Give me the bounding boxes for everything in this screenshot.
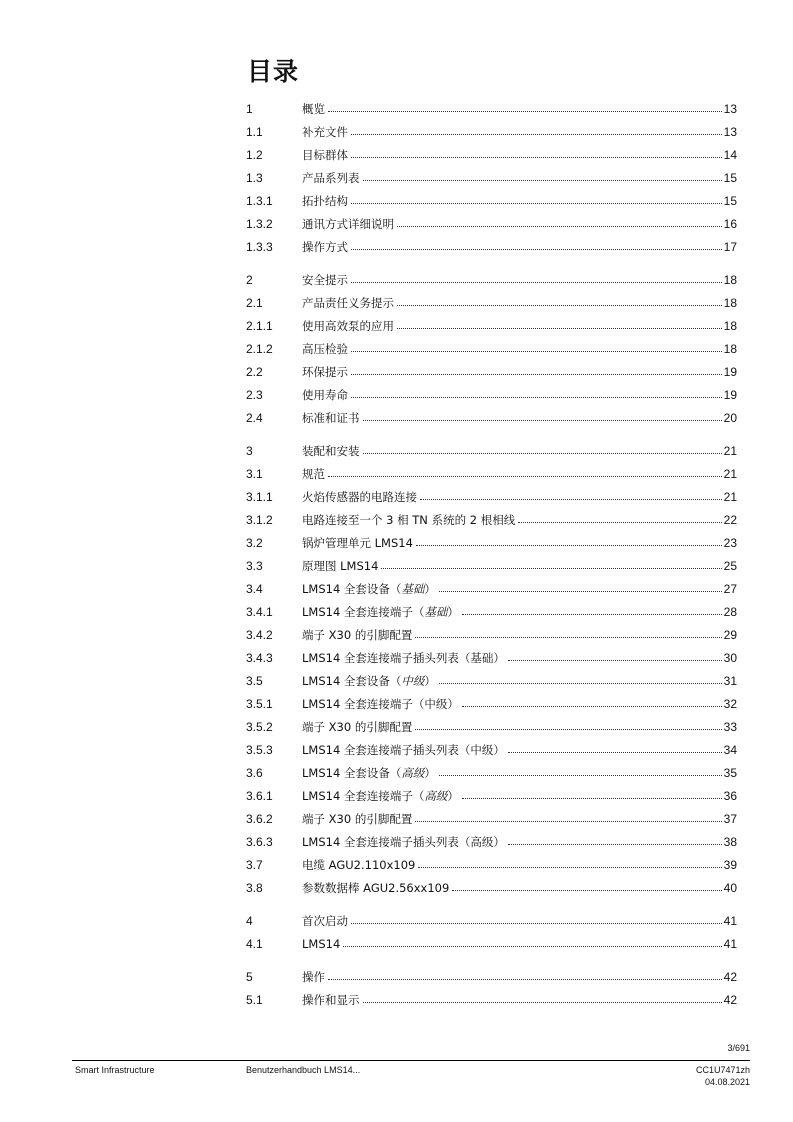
toc-entry-title bbox=[302, 811, 412, 827]
toc-entry-page: 21 bbox=[723, 466, 737, 481]
toc-entry[interactable] bbox=[246, 120, 737, 143]
dot-leader bbox=[397, 328, 722, 329]
toc-entry-title bbox=[302, 443, 360, 459]
toc-entry-page: 30 bbox=[723, 650, 737, 665]
dot-leader bbox=[439, 591, 722, 592]
toc-entry[interactable] bbox=[246, 738, 737, 761]
toc-entry-title-text: LMS14 全套连接端子（ bbox=[302, 788, 425, 803]
toc-entry[interactable] bbox=[246, 383, 737, 406]
toc-entry-number: 3.6.3 bbox=[246, 834, 273, 849]
dot-leader bbox=[508, 844, 722, 845]
toc-entry-page: 23 bbox=[723, 535, 737, 550]
toc-entry-title-text: LMS14 全套连接端子插头列表（基础） bbox=[302, 650, 505, 665]
dot-leader bbox=[363, 420, 722, 421]
toc-entry-title-text: 使用寿命 bbox=[302, 387, 348, 402]
toc-entry-title bbox=[302, 147, 348, 163]
toc-entry[interactable] bbox=[246, 853, 737, 876]
table-of-contents bbox=[246, 97, 737, 1021]
footer-divider bbox=[72, 1060, 750, 1061]
toc-entry-title bbox=[302, 272, 348, 288]
toc-entry-number: 3.4.2 bbox=[246, 627, 273, 642]
toc-entry[interactable] bbox=[246, 692, 737, 715]
dot-leader bbox=[439, 683, 722, 684]
toc-entry-title bbox=[302, 216, 394, 232]
toc-entry-number: 3.1 bbox=[246, 466, 263, 481]
toc-entry-title-text: 参数数据棒 AGU2.56xx109 bbox=[302, 880, 450, 895]
toc-entry-title bbox=[302, 788, 459, 804]
toc-entry-title-text: 火焰传感器的电路连接 bbox=[302, 489, 417, 504]
toc-entry-page: 42 bbox=[723, 992, 737, 1007]
toc-entry[interactable] bbox=[246, 462, 737, 485]
toc-entry-page: 21 bbox=[723, 443, 737, 458]
dot-leader bbox=[351, 134, 722, 135]
toc-entry-title bbox=[302, 604, 459, 620]
toc-entry-title bbox=[302, 673, 436, 689]
toc-entry-title-text: 产品责任义务提示 bbox=[302, 295, 394, 310]
toc-entry-title-text: 概览 bbox=[302, 101, 325, 116]
toc-entry[interactable] bbox=[246, 97, 737, 120]
toc-entry-page: 29 bbox=[723, 627, 737, 642]
toc-entry-page: 19 bbox=[723, 364, 737, 379]
toc-entry[interactable] bbox=[246, 807, 737, 830]
toc-entry-title-text: 目标群体 bbox=[302, 147, 348, 162]
toc-entry-title bbox=[302, 341, 348, 357]
toc-entry-page: 36 bbox=[723, 788, 737, 803]
toc-entry-title bbox=[302, 124, 348, 140]
toc-entry-title-text: 标准和证书 bbox=[302, 410, 360, 425]
toc-entry[interactable] bbox=[246, 646, 737, 669]
dot-leader bbox=[397, 305, 722, 306]
toc-entry-title-text: LMS14 全套连接端子（中级） bbox=[302, 696, 459, 711]
toc-entry-number: 1 bbox=[246, 101, 253, 116]
toc-entry[interactable] bbox=[246, 784, 737, 807]
toc-entry-page: 40 bbox=[723, 880, 737, 895]
toc-entry-number: 3.1.2 bbox=[246, 512, 273, 527]
toc-entry-page: 15 bbox=[723, 170, 737, 185]
toc-entry-page: 27 bbox=[723, 581, 737, 596]
dot-leader bbox=[462, 706, 722, 707]
toc-entry-number: 1.3.2 bbox=[246, 216, 273, 231]
dot-leader bbox=[351, 249, 722, 250]
toc-entry-title-text: 原理图 LMS14 bbox=[302, 558, 379, 573]
toc-entry-title-text: 操作方式 bbox=[302, 239, 348, 254]
toc-entry-number: 3.7 bbox=[246, 857, 263, 872]
toc-entry-number: 1.3.3 bbox=[246, 239, 273, 254]
toc-entry-page: 18 bbox=[723, 272, 737, 287]
toc-entry-title-text: 环保提示 bbox=[302, 364, 348, 379]
toc-entry[interactable] bbox=[246, 143, 737, 166]
toc-entry-title bbox=[302, 937, 340, 951]
toc-entry-title-text: 拓扑结构 bbox=[302, 193, 348, 208]
toc-entry-page: 16 bbox=[723, 216, 737, 231]
toc-entry-number: 4.1 bbox=[246, 936, 263, 951]
toc-entry-page: 19 bbox=[723, 387, 737, 402]
toc-entry-page: 13 bbox=[723, 101, 737, 116]
footer-date: 04.08.2021 bbox=[704, 1077, 750, 1087]
dot-leader bbox=[351, 374, 722, 375]
dot-leader bbox=[418, 867, 721, 868]
toc-entry[interactable] bbox=[246, 876, 737, 899]
toc-entry-title-text: 使用高效泵的应用 bbox=[302, 318, 394, 333]
toc-entry-page: 32 bbox=[723, 696, 737, 711]
toc-entry-number: 3.5.1 bbox=[246, 696, 273, 711]
toc-entry-page: 15 bbox=[723, 193, 737, 208]
toc-entry-page: 37 bbox=[723, 811, 737, 826]
toc-entry[interactable] bbox=[246, 314, 737, 337]
toc-entry-title-text: 规范 bbox=[302, 466, 325, 481]
dot-leader bbox=[415, 729, 721, 730]
toc-entry-page: 33 bbox=[723, 719, 737, 734]
toc-entry-page: 21 bbox=[723, 489, 737, 504]
toc-entry-number: 3.5.3 bbox=[246, 742, 273, 757]
toc-entry-title bbox=[302, 627, 412, 643]
dot-leader bbox=[508, 660, 722, 661]
toc-entry-page: 41 bbox=[723, 913, 737, 928]
toc-entry[interactable] bbox=[246, 212, 737, 235]
toc-entry-page: 25 bbox=[723, 558, 737, 573]
toc-entry-title-text: 电缆 AGU2.110x109 bbox=[302, 857, 416, 872]
toc-entry-number: 5.1 bbox=[246, 992, 263, 1007]
dot-leader bbox=[363, 453, 722, 454]
toc-entry-title bbox=[302, 387, 348, 403]
toc-entry-page: 13 bbox=[723, 124, 737, 139]
toc-entry-page: 18 bbox=[723, 295, 737, 310]
toc-entry[interactable] bbox=[246, 485, 737, 508]
toc-entry[interactable] bbox=[246, 965, 737, 988]
dot-leader bbox=[415, 821, 721, 822]
toc-entry-title-text: LMS14 全套设备（ bbox=[302, 673, 402, 688]
toc-entry-page: 31 bbox=[723, 673, 737, 688]
dot-leader bbox=[508, 752, 722, 753]
toc-entry[interactable] bbox=[246, 669, 737, 692]
dot-leader bbox=[351, 282, 722, 283]
toc-entry-title bbox=[302, 489, 417, 505]
toc-entry-title-emphasis: 中级 bbox=[401, 673, 425, 688]
toc-entry-page: 39 bbox=[723, 857, 737, 872]
toc-entry-page: 34 bbox=[723, 742, 737, 757]
dot-leader bbox=[328, 111, 722, 112]
toc-entry-title bbox=[302, 466, 325, 482]
toc-entry-number: 3.5 bbox=[246, 673, 263, 688]
toc-entry-number: 3.6.1 bbox=[246, 788, 273, 803]
dot-leader bbox=[518, 522, 721, 523]
toc-entry[interactable] bbox=[246, 932, 737, 955]
toc-entry-title-text: 高压检验 bbox=[302, 341, 348, 356]
toc-entry-title bbox=[302, 834, 505, 850]
toc-entry-title-end: ） bbox=[447, 788, 459, 803]
toc-entry-page: 38 bbox=[723, 834, 737, 849]
dot-leader bbox=[351, 397, 722, 398]
dot-leader bbox=[343, 946, 721, 947]
toc-entry-title-text: 通讯方式详细说明 bbox=[302, 216, 394, 231]
toc-entry-title bbox=[302, 969, 325, 985]
toc-chapter-group bbox=[246, 909, 737, 955]
footer-document-title: Benutzerhandbuch LMS14... bbox=[246, 1065, 361, 1075]
toc-entry-title bbox=[302, 696, 459, 712]
dot-leader bbox=[416, 545, 722, 546]
toc-entry[interactable] bbox=[246, 577, 737, 600]
toc-entry-title-text: 电路连接至一个 3 相 TN 系统的 2 根相线 bbox=[302, 512, 516, 527]
toc-entry-number: 4 bbox=[246, 913, 253, 928]
toc-entry-page: 41 bbox=[723, 936, 737, 951]
toc-entry-number: 1.2 bbox=[246, 147, 263, 162]
toc-entry-title bbox=[302, 295, 394, 311]
toc-entry-page: 17 bbox=[723, 239, 737, 254]
toc-entry-title bbox=[302, 558, 378, 574]
toc-entry[interactable] bbox=[246, 508, 737, 531]
toc-entry-title bbox=[302, 880, 449, 896]
toc-entry-page: 22 bbox=[723, 512, 737, 527]
toc-entry-title-text: LMS14 bbox=[302, 936, 341, 951]
dot-leader bbox=[381, 568, 721, 569]
toc-entry-title bbox=[302, 913, 348, 929]
dot-leader bbox=[363, 180, 722, 181]
toc-entry-title bbox=[302, 765, 436, 781]
toc-entry-title-text: 补充文件 bbox=[302, 124, 348, 139]
dot-leader bbox=[351, 923, 722, 924]
toc-entry-title-text: 端子 X30 的引脚配置 bbox=[302, 719, 413, 734]
toc-entry-page: 42 bbox=[723, 969, 737, 984]
toc-entry-title-text: 操作 bbox=[302, 969, 325, 984]
toc-entry[interactable] bbox=[246, 268, 737, 291]
toc-entry-number: 1.3.1 bbox=[246, 193, 273, 208]
toc-entry-number: 2.2 bbox=[246, 364, 263, 379]
toc-entry-title-emphasis: 高级 bbox=[424, 788, 448, 803]
toc-chapter-group bbox=[246, 268, 737, 429]
toc-entry-title bbox=[302, 193, 348, 209]
toc-entry-number: 3.6 bbox=[246, 765, 263, 780]
toc-entry[interactable] bbox=[246, 554, 737, 577]
toc-entry-title-text: 锅炉管理单元 LMS14 bbox=[302, 535, 413, 550]
dot-leader bbox=[351, 203, 722, 204]
toc-entry-title-text: 产品系列表 bbox=[302, 170, 360, 185]
dot-leader bbox=[328, 476, 722, 477]
toc-entry-number: 1.1 bbox=[246, 124, 263, 139]
dot-leader bbox=[328, 979, 722, 980]
dot-leader bbox=[420, 499, 722, 500]
toc-chapter-group bbox=[246, 97, 737, 258]
toc-entry-title-text: LMS14 全套连接端子（ bbox=[302, 604, 425, 619]
dot-leader bbox=[415, 637, 721, 638]
toc-entry-title-text: LMS14 全套连接端子插头列表（中级） bbox=[302, 742, 505, 757]
toc-entry-title-emphasis: 高级 bbox=[401, 765, 425, 780]
toc-entry-title-text: LMS14 全套连接端子插头列表（高级） bbox=[302, 834, 505, 849]
toc-entry-page: 28 bbox=[723, 604, 737, 619]
toc-entry-title-end: ） bbox=[447, 604, 459, 619]
toc-entry-number: 2.3 bbox=[246, 387, 263, 402]
toc-chapter-group bbox=[246, 965, 737, 1011]
dot-leader bbox=[397, 226, 722, 227]
toc-entry-number: 2.1 bbox=[246, 295, 263, 310]
toc-entry-title-end: ） bbox=[424, 765, 436, 780]
toc-entry-title-text: 首次启动 bbox=[302, 913, 348, 928]
toc-entry[interactable] bbox=[246, 761, 737, 784]
toc-entry-title bbox=[302, 364, 348, 380]
toc-entry-title-text: 安全提示 bbox=[302, 272, 348, 287]
toc-entry-title bbox=[302, 742, 505, 758]
toc-entry-page: 18 bbox=[723, 341, 737, 356]
dot-leader bbox=[439, 775, 722, 776]
footer-company: Smart Infrastructure bbox=[75, 1065, 155, 1075]
toc-entry-title bbox=[302, 581, 436, 597]
toc-entry[interactable] bbox=[246, 337, 737, 360]
toc-entry[interactable] bbox=[246, 531, 737, 554]
toc-entry[interactable] bbox=[246, 830, 737, 853]
toc-entry[interactable] bbox=[246, 439, 737, 462]
toc-entry-number: 2.4 bbox=[246, 410, 263, 425]
toc-entry[interactable] bbox=[246, 623, 737, 646]
toc-entry-page: 20 bbox=[723, 410, 737, 425]
dot-leader bbox=[351, 157, 722, 158]
dot-leader bbox=[462, 798, 722, 799]
toc-entry-number: 3.8 bbox=[246, 880, 263, 895]
toc-entry-title bbox=[302, 512, 515, 528]
toc-entry-title bbox=[302, 650, 505, 666]
toc-entry[interactable] bbox=[246, 909, 737, 932]
toc-entry-number: 3.3 bbox=[246, 558, 263, 573]
toc-entry-number: 3.5.2 bbox=[246, 719, 273, 734]
toc-entry-title-text: 端子 X30 的引脚配置 bbox=[302, 627, 413, 642]
toc-entry[interactable] bbox=[246, 360, 737, 383]
toc-entry-title bbox=[302, 239, 348, 255]
toc-entry-number: 1.3 bbox=[246, 170, 263, 185]
toc-entry-title-end: ） bbox=[424, 581, 436, 596]
toc-entry[interactable] bbox=[246, 406, 737, 429]
toc-entry-title bbox=[302, 170, 360, 186]
toc-entry-title-text: 端子 X30 的引脚配置 bbox=[302, 811, 413, 826]
dot-leader bbox=[351, 351, 722, 352]
toc-entry-number: 2.1.2 bbox=[246, 341, 273, 356]
toc-entry-page: 18 bbox=[723, 318, 737, 333]
toc-entry-title-text: LMS14 全套设备（ bbox=[302, 765, 402, 780]
toc-entry-number: 3.1.1 bbox=[246, 489, 273, 504]
toc-entry-title bbox=[302, 318, 394, 334]
toc-chapter-group bbox=[246, 439, 737, 899]
toc-entry-number: 2 bbox=[246, 272, 253, 287]
toc-entry-number: 2.1.1 bbox=[246, 318, 273, 333]
page-number: 3/691 bbox=[727, 1043, 750, 1053]
page-title: 目录 bbox=[247, 57, 300, 86]
toc-entry-title-emphasis: 基础 bbox=[401, 581, 425, 596]
footer-document-id: CC1U7471zh bbox=[695, 1065, 750, 1075]
toc-entry[interactable] bbox=[246, 600, 737, 623]
toc-entry-title bbox=[302, 535, 413, 551]
toc-entry[interactable] bbox=[246, 166, 737, 189]
toc-entry-title bbox=[302, 410, 360, 426]
toc-entry-title-end: ） bbox=[424, 673, 436, 688]
toc-entry-page: 14 bbox=[723, 147, 737, 162]
toc-entry-title-text: 装配和安装 bbox=[302, 443, 360, 458]
toc-entry-number: 5 bbox=[246, 969, 253, 984]
toc-entry[interactable] bbox=[246, 235, 737, 258]
toc-entry-title bbox=[302, 101, 325, 117]
toc-entry-number: 3 bbox=[246, 443, 253, 458]
toc-entry[interactable] bbox=[246, 189, 737, 212]
dot-leader bbox=[462, 614, 722, 615]
toc-entry-title bbox=[302, 719, 412, 735]
toc-entry-title-text: 操作和显示 bbox=[302, 992, 360, 1007]
toc-entry-number: 3.4.3 bbox=[246, 650, 273, 665]
toc-entry[interactable] bbox=[246, 291, 737, 314]
toc-entry-title bbox=[302, 992, 360, 1008]
toc-entry-number: 3.6.2 bbox=[246, 811, 273, 826]
toc-entry-title-text: LMS14 全套设备（ bbox=[302, 581, 402, 596]
toc-entry-number: 3.2 bbox=[246, 535, 263, 550]
dot-leader bbox=[452, 890, 721, 891]
toc-entry-title bbox=[302, 857, 415, 873]
toc-entry-title-emphasis: 基础 bbox=[424, 604, 448, 619]
toc-entry[interactable] bbox=[246, 715, 737, 738]
toc-entry[interactable] bbox=[246, 988, 737, 1011]
toc-entry-page: 35 bbox=[723, 765, 737, 780]
dot-leader bbox=[363, 1002, 722, 1003]
toc-entry-number: 3.4.1 bbox=[246, 604, 273, 619]
toc-entry-number: 3.4 bbox=[246, 581, 263, 596]
